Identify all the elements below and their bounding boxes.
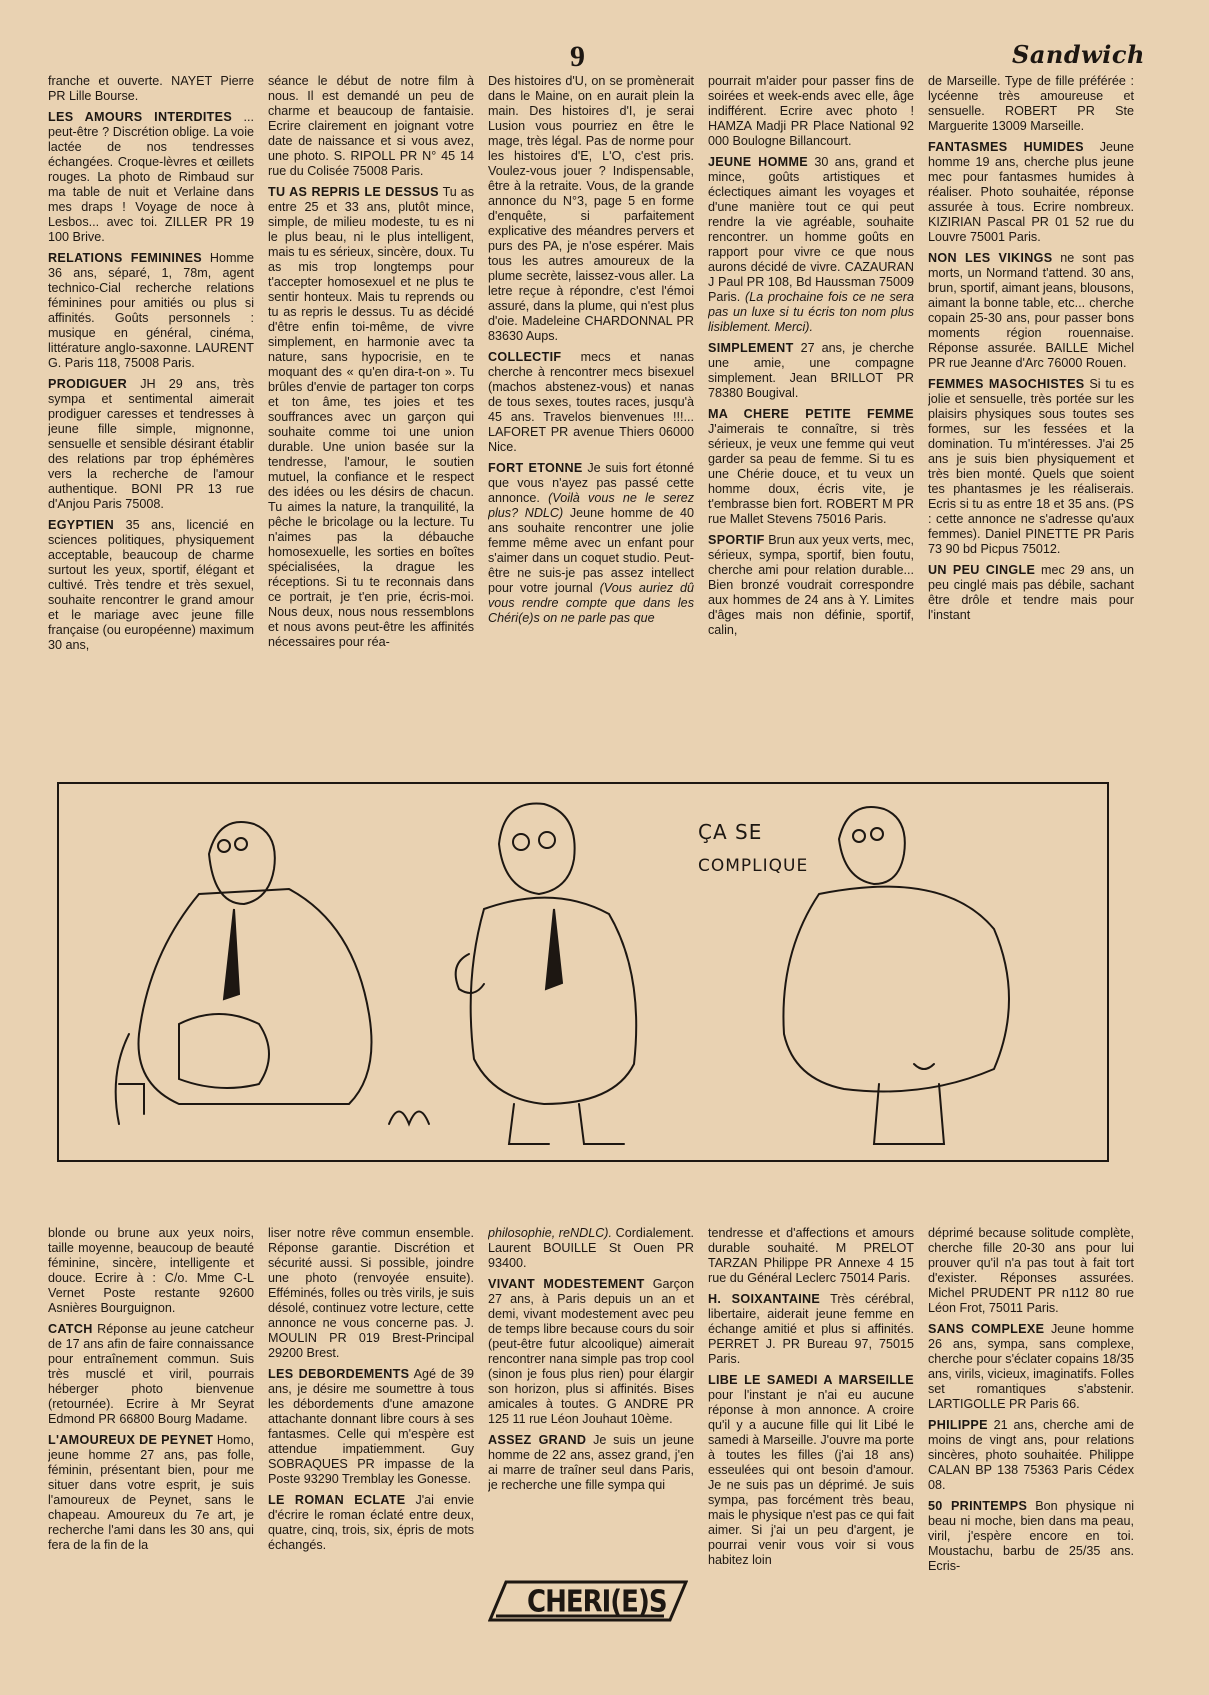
masthead: Sandwich <box>1012 40 1145 69</box>
ad-text: Des histoires d'U, on se promènerait dans le Maine, on en aurait plein la main. Des histoires d'I, je serai Lusion vous pourriez en être le mage, très légal. Pas de norme pour les histoires d'E, L'O, c'est pris. Voulez-vous jouer ? Indispensable, être à la retraite. Vous, de la grande annonce du N°3, page 5 en forme d'enquête, si parfaitement explicative des méandres pervers et purs des PA, je n'ose espérer. Mais tous les autres amoureux de la plume secrète, laissez-vous aller. La letre reçue à répondre, c'est l'émoi assuré, dans la plume, qui n'est plus d'oie. Madeleine CHARDONNAL PR 83630 Aups. <box>488 74 694 343</box>
cartoon-panel <box>57 782 1109 1162</box>
ad-text: 21 ans, cherche ami de moins de vingt ans, pour relations sincères, photo souhaitée. Philippe CALAN BP 138 75363 Paris Cédex 08. <box>928 1418 1134 1492</box>
classified-ad <box>708 74 914 149</box>
ad-heading: LES DEBORDEMENTS <box>268 1367 410 1381</box>
ad-note: (Vous auriez dû vous rendre compte que dans les Chéri(e)s on ne parle pas que <box>488 581 694 625</box>
classified-ad <box>48 1226 254 1316</box>
column-2 <box>268 1226 474 1654</box>
column-4 <box>708 1226 914 1654</box>
classified-ad <box>708 1292 914 1367</box>
ad-text: Réponse au jeune catcheur de 17 ans afin de faire connaissance pour entraînement commun. Suis très musclé et viril, pourrais héberger photo bienvenue (retournée). Ecrire à Mr Seyrat Edmond PR 66800 Bourg Madame. <box>48 1322 254 1426</box>
classified-ad <box>928 74 1134 134</box>
classified-ad <box>48 1433 254 1553</box>
ad-heading: SPORTIF <box>708 533 765 547</box>
ad-text: Brun aux yeux verts, mec, sérieux, sympa, sportif, bien foutu, cherche ami pour relation durable... Bien bronzé voudrait correspondre aux hommes de 24 ans à Y. Limites d'âges mais non définie, sportif, calin, <box>708 533 914 637</box>
ad-heading: LE ROMAN ECLATE <box>268 1493 406 1507</box>
ad-heading: MA CHERE PETITE FEMME <box>708 407 914 421</box>
column-3 <box>488 74 694 738</box>
ad-heading: PHILIPPE <box>928 1418 988 1432</box>
ad-text: séance le début de notre film à nous. Il est demandé un peu de charme et beaucoup de fantaisie. Ecrire clairement en joignant votre date de naissance et si vous avez, une photo. S. RIPOLL PR N° 45 14 rue du Colisée 75008 Paris. <box>268 74 474 178</box>
ad-text: 30 ans, grand et mince, goûts artistiques et éclectiques aimant les voyages et d'une manière tout ce qui peut rendre la vie agréable, souhaite rencontrer. un homme goûts en rapport pour vivre ce que nous aurons décidé de vivre. CAZAURAN J Paul PR 108, Bd Haussman 75009 Paris. <box>708 155 914 304</box>
ad-text: blonde ou brune aux yeux noirs, taille moyenne, beaucoup de beauté féminine, sincère, intelligente et douce. Ecrire à : C/o. Mme C-L Vernet Poste restante 92600 Asnières Bourguignon. <box>48 1226 254 1315</box>
ad-text: liser notre rêve commun ensemble. Réponse garantie. Discrétion et sécurité aussi. Si possible, joindre une photo (renvoyée ensuite). Efféminés, folles ou très virils, je suis désolé, continuez votre lecture, cette annonce ne vous concerne pas. J. MOULIN PR 019 Brest-Principal 29200 Brest. <box>268 1226 474 1360</box>
ad-heading: SIMPLEMENT <box>708 341 794 355</box>
caption-line-2: COMPLIQUE <box>698 856 809 876</box>
column-4 <box>708 74 914 738</box>
ad-text: Jeune homme de 40 ans souhaite rencontrer une jolie femme même avec un enfant pour s'aimer dans un coquet studio. Peut-être ne suis-je pas assez intellect pour votre journal <box>488 506 694 595</box>
ad-text: Très cérébral, libertaire, aiderait jeune femme en échange amitié et plus si affinités. PERRET J. PR Bureau 97, 75015 Paris. <box>708 1292 914 1366</box>
ad-heading: UN PEU CINGLE <box>928 563 1036 577</box>
ad-heading: FANTASMES HUMIDES <box>928 140 1084 154</box>
ad-heading: JEUNE HOMME <box>708 155 808 169</box>
classified-ad <box>268 1226 474 1361</box>
classified-ad <box>488 461 694 626</box>
ad-text: Bon physique ni beau ni moche, bien dans ma peau, viril, j'espère encore en toi. Moustachu, barbu de 25/35 ans. Ecris- <box>928 1499 1134 1573</box>
column-1 <box>48 74 254 738</box>
ad-heading: 50 PRINTEMPS <box>928 1499 1028 1513</box>
ad-text: Garçon 27 ans, à Paris depuis un an et demi, vivant modestement avec peu de temps libre because cours du soir (peut-être futur alcoolique) aimerait rencontrer nana simple pas trop cool (sinon je fous plus rien) pour élargir son horizon, plus si affinités. Bises amicales à toutes. G ANDRE PR 125 11 rue Léon Jouhaut 10ème. <box>488 1277 694 1426</box>
ad-heading: VIVANT MODESTEMENT <box>488 1277 645 1291</box>
column-2 <box>268 74 474 738</box>
classified-ad <box>928 140 1134 245</box>
classified-ad <box>48 377 254 512</box>
ad-heading: COLLECTIF <box>488 350 562 364</box>
ad-heading: EGYPTIEN <box>48 518 115 532</box>
ad-heading: RELATIONS FEMININES <box>48 251 202 265</box>
classified-ad <box>48 251 254 371</box>
ad-note: (La prochaine fois ce ne sera pas un luxe si tu écris ton nom plus lisiblement. Merci). <box>708 290 914 334</box>
ad-heading: SANS COMPLEXE <box>928 1322 1045 1336</box>
classified-ad <box>48 518 254 653</box>
ad-heading: TU AS REPRIS LE DESSUS <box>268 185 439 199</box>
classified-ad <box>268 1493 474 1553</box>
ad-text: 27 ans, je cherche une amie, une compagne simplement. Jean BRILLOT PR 78380 Bougival. <box>708 341 914 400</box>
ad-text: pourrait m'aider pour passer fins de soirées et week-ends avec elle, âge indifférent. Ecrire avec photo ! HAMZA Madji PR Place National 92 000 Boulogne Billancourt. <box>708 74 914 148</box>
ad-heading: PRODIGUER <box>48 377 127 391</box>
classified-ad <box>488 1433 694 1493</box>
classified-ad <box>928 377 1134 557</box>
ad-text: Tu as entre 25 et 33 ans, plutôt mince, simple, de milieu modeste, tu es ni le plus beau, ni le plus intelligent, mais tu es sérieux, sincère, doux. Tu as mis trop longtemps pour t'accepter homosexuel et ne plus te sentir honteux. Mais tu reprends ou tu as repris le dessus. Tu as décidé d'être enfin toi-même, de vivre simplement, en harmonie avec ta nature, sans hypocrisie, en te moquant des « qu'en dira-t-on ». Tu brûles d'envie de partager ton corps et ton âme, tes joies et tes souffrances avec un garçon qui souhaite comme toi une union durable. Une union basée sur la tendresse, l'amour, le soutien mutuel, la confiance et le respect des idées ou les désirs de chacun. Tu aimes la nature, la tranquilité, la pêche le bricolage ou la lecture. Tu n'aimes pas la débauche homosexuelle, les sorties en boîtes spécialisées, la drague les réceptions. Si tu te reconnais dans ce portrait, je t'en prie, écris-moi. Nous deux, nous nous ressemblons et nous avons peut-être les affinités nécessaires pour réa- <box>268 185 474 649</box>
classified-ad <box>48 74 254 104</box>
classified-ad <box>928 1418 1134 1493</box>
ad-text: ne sont pas morts, un Normand t'attend. 30 ans, brun, sportif, aimant jeans, blousons, aimant la bonne table, etc... cherche copain 25-30 ans, pour passer bons moments région rouennaise. Réponse assurée. BAILLE Michel PR rue Jeanne d'Arc 76000 Rouen. <box>928 251 1134 370</box>
ad-text: Jeune homme 26 ans, sympa, sans complexe, cherche pour s'éclater copains 18/35 ans, virils, vicieux, imaginatifs. Folles set romantiques s'abstenir. LARTIGOLLE PR Paris 66. <box>928 1322 1134 1411</box>
classified-ad <box>928 1322 1134 1412</box>
footer-logo: CHERI(E)S <box>527 1585 667 1620</box>
ad-text: Homme 36 ans, séparé, 1, 78m, agent technico-Cial recherche relations féminines pour amitiés ou plus si affinités. Goûts personnels : musique en général, cinéma, littérature anglo-saxonne. LAURENT G. Paris 118, 75008 Paris. <box>48 251 254 370</box>
figure-right-drawing <box>783 807 1009 1144</box>
ad-text: J'ai envie d'écrire le roman éclaté entre deux, quatre, cinq, trois, six, épris de mots échangés. <box>268 1493 474 1552</box>
column-5 <box>928 74 1134 738</box>
classified-ad <box>488 350 694 455</box>
ad-text: mec 29 ans, un peu cinglé mais pas débile, sachant être drôle et tendre mais pour l'instant <box>928 563 1134 622</box>
ad-text: JH 29 ans, très sympa et sentimental aimerait prodiguer caresses et tendresses à jeune fille simple, mignonne, sensuelle et sensible désirant établir des relations par trop éphémères vers la recherche de l'amour authentique. BONI PR 13 rue d'Anjou Paris 75008. <box>48 377 254 511</box>
ad-heading: L'AMOUREUX DE PEYNET <box>48 1433 214 1447</box>
classified-ad <box>488 1226 694 1271</box>
ad-heading: CATCH <box>48 1322 93 1336</box>
classified-ad <box>488 1277 694 1427</box>
ad-text: 35 ans, licencié en sciences politiques, physiquement acceptable, beaucoup de charme surtout les yeux, sportif, élégant et cultivé. Très tendre et très sexuel, souhaite rencontrer le grand amour et le mariage avec jeune fille française (ou européenne) maximum 30 ans, <box>48 518 254 652</box>
ad-text: Cordialement. Laurent BOUILLE St Ouen PR 93400. <box>488 1226 694 1270</box>
ad-heading: H. SOIXANTAINE <box>708 1292 821 1306</box>
ad-heading: LES AMOURS INTERDITES <box>48 110 233 124</box>
ad-text: mecs et nanas cherche à rencontrer mecs bisexuel (machos abstenez-vous) et nanas de tous sexes, toutes races, jusqu'à 45 ans. Travelos bienvenues !!!... LAFORET PR avenue Thiers 06000 Nice. <box>488 350 694 454</box>
classified-ad <box>268 74 474 179</box>
ad-text: Homo, jeune homme 27 ans, pas folle, féminin, présentant bien, pour me situer dans votre esprit, je suis l'amoureux de Peynet, sans le chapeau. Amoureux du 7e art, je recherche l'ami dans les 30 ans, qui fera de la fin de la <box>48 1433 254 1552</box>
caption-line-1: ÇA SE <box>698 820 763 844</box>
ad-note: (Voilà vous ne le serez plus? NDLC) <box>488 491 694 520</box>
ad-text: déprimé because solitude complète, cherche fille 20-30 ans pour lui prouver qu'il n'a pas tout à fait tort d'exister. Réponses assurées. Michel PRUDENT PR n112 80 rue Léon Frot, 75011 Paris. <box>928 1226 1134 1315</box>
classified-ad <box>488 74 694 344</box>
top-columns <box>48 74 1134 738</box>
ad-text: tendresse et d'affections et amours durable souhaité. M PRELOT TARZAN Philippe PR Annexe 4 15 rue du Général Leclerc 75014 Paris. <box>708 1226 914 1285</box>
classified-ad <box>708 1226 914 1286</box>
ad-text: ... peut-être ? Discrétion oblige. La voie lactée de nos tendresses échangées. Croque-lèvres et œillets rouges. La photo de Rimbaud sur ma table de nuit et Verlaine dans mes draps ! Voyage de noce à Lesbos... avec toi. ZILLER PR 19 100 Brive. <box>48 110 254 244</box>
ad-text: J'aimerais te connaître, si très sérieux, je veux une femme qui veut garder sa peau de femme. Si tu es une Chérie douce, et tu veux un homme doux, écris vite, je t'embrasse bien fort. ROBERT M PR rue Mallet Stevens 75016 Paris. <box>708 422 914 526</box>
page-number: 9 <box>570 40 585 73</box>
ad-heading: LIBE LE SAMEDI A MARSEILLE <box>708 1373 914 1387</box>
column-5 <box>928 1226 1134 1654</box>
cartoon-caption <box>698 815 808 883</box>
classified-ad <box>708 407 914 527</box>
ad-text: Je suis un jeune homme de 22 ans, assez grand, j'en ai marre de traîner seul dans Paris, je recherche une fille sympa qui <box>488 1433 694 1492</box>
classified-ad <box>48 110 254 245</box>
ad-text: Si tu es jolie et sensuelle, très portée sur les plaisirs physiques sous toutes ses formes, sur les fessées et la domination. Tu m'intéresses. J'ai 25 ans je suis bien physiquement et très bien monté. Quels que soient tes phantasmes je les réaliserais. Ecris si tu as entre 18 et 35 ans. (PS : cette annonce ne s'adresse qu'aux femmes). Daniel PINETTE PR Paris 73 90 bd Picpus 75012. <box>928 377 1134 556</box>
figure-left-drawing <box>116 822 372 1124</box>
ad-note: philosophie, reNDLC). <box>488 1226 612 1240</box>
classified-ad <box>708 1373 914 1568</box>
classified-ad <box>708 341 914 401</box>
ad-heading: ASSEZ GRAND <box>488 1433 587 1447</box>
classified-ad <box>708 155 914 335</box>
ad-text: Je suis fort étonné que vous n'ayez pas passé cette annonce. <box>488 461 694 505</box>
classified-ad <box>928 563 1134 623</box>
classified-ad <box>48 1322 254 1427</box>
classified-ad <box>268 1367 474 1487</box>
cartoon-drawing <box>59 784 1107 1160</box>
classified-ad <box>928 1226 1134 1316</box>
classified-ad <box>708 533 914 638</box>
ad-text: pour l'instant je n'ai eu aucune réponse à mon annonce. A croire qu'il y a aucune fille qui lit Libé le samedi à Marseille. J'ouvre ma porte à toutes les filles (j'ai 18 ans) esseulées qui ont besoin d'amour. Je ne suis pas un déprimé. Je suis sympa, pas forcément très beau, mais le physique n'est pas ce qui fait aimer. Si j'ai un peu d'argent, je pourrai venir vous voir si vous habitez loin <box>708 1388 914 1567</box>
ad-text: de Marseille. Type de fille préférée : lycéenne très amoureuse et sensuelle. ROBERT PR Ste Marguerite 13009 Marseille. <box>928 74 1134 133</box>
classified-ad <box>928 1499 1134 1574</box>
ad-text: Jeune homme 19 ans, cherche plus jeune mec pour fantasmes humides à réaliser. Photo souhaitée, réponse assurée à tous. Ecrire nombreux. KIZIRIAN Pascal PR 01 52 rue du Louvre 75001 Paris. <box>928 140 1134 244</box>
column-1 <box>48 1226 254 1654</box>
classified-ad <box>268 185 474 650</box>
ad-heading: NON LES VIKINGS <box>928 251 1053 265</box>
ad-text: franche et ouverte. NAYET Pierre PR Lille Bourse. <box>48 74 254 103</box>
ad-text: Agé de 39 ans, je désire me soumettre à tous les débordements d'une amazone attachante donnant libre cours à ses fantasmes. Celle qui m'espère est attendue impatiemment. Guy SOBRAQUES PR impasse de la Poste 93290 Tremblay les Gonesse. <box>268 1367 474 1486</box>
ad-heading: FEMMES MASOCHISTES <box>928 377 1085 391</box>
classified-ad <box>928 251 1134 371</box>
figure-middle-drawing <box>389 804 636 1145</box>
ad-heading: FORT ETONNE <box>488 461 583 475</box>
